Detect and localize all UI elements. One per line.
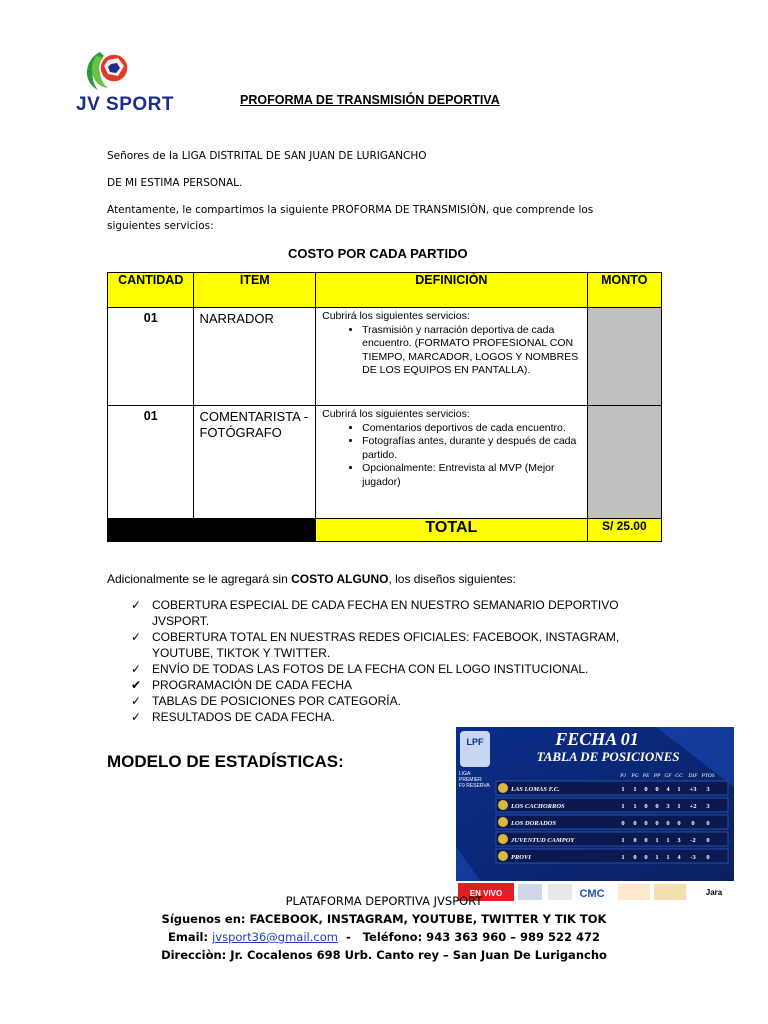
team-crest-icon (498, 834, 508, 844)
stat-value: 0 (633, 837, 637, 844)
column-header: GF (664, 773, 672, 779)
list-item: ✓ COBERTURA ESPECIAL DE CADA FECHA EN NUESTRO SEMANARIO DEPORTIVO JVSPORT. (131, 598, 619, 628)
document-title: PROFORMA DE TRANSMISIÓN DEPORTIVA (240, 93, 500, 107)
list-item: ✓ COBERTURA TOTAL EN NUESTRAS REDES OFICIALES: FACEBOOK, INSTAGRAM, YOUTUBE, TIKTOK Y TWITTER. (131, 630, 620, 660)
amount-cell (587, 308, 661, 406)
column-header: PJ (620, 773, 626, 779)
sponsor-jara: Jara (705, 888, 723, 897)
stats-title: MODELO DE ESTADÍSTICAS: (107, 752, 344, 771)
list-item: • Trasmisión y narración deportiva de cada encuentro. (FORMATO PROFESIONAL CON TIEMPO, MARCADOR, LOGOS Y NOMBRES DE LOS EQUIPOS EN PANTALLA). (362, 324, 580, 378)
header-cantidad: CANTIDAD (108, 273, 194, 308)
stat-value: 1 (677, 803, 681, 810)
footer (0, 892, 768, 964)
letter-intro: Atentamente, le compartimos la siguiente PROFORMA DE TRANSMISIÒN, que comprende los siguientes servicios: (107, 204, 594, 232)
checkmark-icon: ✓ (131, 598, 142, 612)
stat-value: 1 (666, 854, 670, 861)
stat-value: 1 (633, 786, 637, 793)
standings-subtitle: TABLA DE POSICIONES (536, 749, 680, 764)
team-crest-icon (498, 800, 508, 810)
definition-list (322, 324, 580, 378)
column-header: PE (642, 773, 650, 779)
league-caption: F9 RESERVA (459, 783, 490, 789)
stat-value: 0 (691, 820, 695, 827)
blank-cell (108, 519, 194, 542)
stat-value: -3 (690, 854, 696, 861)
column-header: PTOS (701, 773, 715, 779)
league-badge-text: LPF (466, 737, 484, 747)
stat-value: 1 (621, 803, 625, 810)
column-header: DIF (688, 773, 698, 779)
total-amount: S/ 25.00 (587, 519, 661, 542)
checkmark-icon: ✓ (131, 662, 142, 676)
email-link[interactable]: jvsport36@gmail.com (212, 930, 338, 944)
separator: - (337, 930, 363, 944)
league-caption: PREMIER (459, 777, 482, 783)
stat-value: +2 (689, 803, 697, 810)
stat-value: 3 (677, 837, 681, 844)
team-name: LAS LOMAS F.C. (511, 786, 560, 793)
quote-table (107, 272, 662, 542)
letter-recipient: Señores de la LIGA DISTRITAL DE SAN JUAN DE LURIGANCHO (107, 150, 427, 162)
stat-value: 0 (677, 820, 681, 827)
team-crest-icon (498, 783, 508, 793)
checkmark-icon: ✓ (131, 630, 142, 644)
stat-value: 1 (621, 786, 625, 793)
team-rows (496, 781, 728, 863)
blank-cell (194, 519, 316, 542)
list-item: • Fotografías antes, durante y después de cada partido. (362, 435, 580, 462)
definition-intro: Cubrirá los siguientes servicios: (322, 310, 470, 322)
item-cell: NARRADOR (194, 308, 316, 406)
stat-value: 1 (655, 854, 659, 861)
checkmark-icon: ✔ (131, 678, 142, 692)
team-name: LOS DORADOS (511, 820, 556, 827)
total-label: TOTAL (316, 519, 587, 542)
stat-value: +3 (689, 786, 697, 793)
sponsor-cmc: CMC (579, 888, 605, 900)
header-definicion: DEFINICIÓN (316, 273, 587, 308)
stat-value: 0 (633, 820, 637, 827)
checkmark-icon: ✓ (131, 694, 142, 708)
cost-title: COSTO POR CADA PARTIDO (288, 246, 468, 261)
stat-value: 4 (677, 854, 681, 861)
live-badge-text: EN VIVO (469, 889, 503, 898)
intro-text-end: , los diseños siguientes: (388, 572, 516, 586)
logo-text: JV SPORT (76, 94, 174, 115)
intro-text: Adicionalmente se le agregará sin (107, 572, 292, 586)
stat-value: 0 (644, 820, 648, 827)
stat-value: 1 (621, 837, 625, 844)
stat-value: 0 (655, 803, 659, 810)
total-row (108, 519, 662, 542)
checkmark-icon: ✓ (131, 710, 142, 724)
stat-value: 3 (666, 803, 670, 810)
list-item: • Comentarios deportivos de cada encuentro. (362, 422, 580, 436)
definition-list (322, 422, 580, 490)
stat-value: 3 (706, 803, 710, 810)
list-item: ✓ TABLAS DE POSICIONES POR CATEGORÍA. (131, 694, 401, 708)
item-cell: COMENTARISTA - FOTÓGRAFO (194, 406, 316, 519)
additional-list (131, 597, 661, 725)
stat-value: 0 (644, 786, 648, 793)
stat-value: 0 (621, 820, 625, 827)
stat-value: 0 (706, 820, 710, 827)
team-name: LOS CACHORROS (511, 803, 565, 810)
footer-contact (0, 928, 768, 946)
amount-cell (587, 406, 661, 519)
stat-value: 0 (644, 803, 648, 810)
list-item: ✔ PROGRAMACIÓN DE CADA FECHA (131, 678, 353, 692)
column-header: GC (675, 773, 683, 779)
list-item: ✓ RESULTADOS DE CADA FECHA. (131, 710, 335, 724)
qty-cell: 01 (108, 308, 194, 406)
stat-value: 1 (633, 803, 637, 810)
intro-bold: COSTO ALGUNO (291, 572, 389, 586)
list-item: ✓ ENVÍO DE TODAS LAS FOTOS DE LA FECHA CON EL LOGO INSTITUCIONAL. (131, 662, 589, 676)
stat-value: -2 (690, 837, 696, 844)
stat-value: 1 (621, 854, 625, 861)
stat-value: 1 (666, 837, 670, 844)
letter-regards: DE MI ESTIMA PERSONAL. (107, 177, 243, 189)
team-crest-icon (498, 817, 508, 827)
list-item: • Opcionalmente: Entrevista al MVP (Mejor jugador) (362, 462, 580, 489)
team-crest-icon (498, 851, 508, 861)
table-row (108, 406, 662, 519)
stat-value: 0 (706, 854, 710, 861)
column-header: PG (631, 773, 639, 779)
additional-intro (107, 572, 516, 586)
footer-address: Direcciòn: Jr. Cocalenos 698 Urb. Canto rey – San Juan De Lurigancho (161, 948, 607, 962)
header-item: ITEM (194, 273, 316, 308)
header-monto: MONTO (587, 273, 661, 308)
email-label: Email: (167, 930, 213, 944)
stat-value: 0 (655, 786, 659, 793)
stat-value: 0 (644, 854, 648, 861)
phone: Teléfono: 943 363 960 – 989 522 472 (362, 930, 600, 944)
stat-value: 0 (666, 820, 670, 827)
stat-value: 1 (655, 837, 659, 844)
stat-value: 1 (677, 786, 681, 793)
stat-value: 0 (644, 837, 648, 844)
fecha-title: FECHA 01 (555, 729, 639, 749)
stat-value: 3 (706, 786, 710, 793)
definition-intro: Cubrirá los siguientes servicios: (322, 408, 470, 420)
definition-cell (316, 308, 587, 406)
column-header: PP (653, 773, 661, 779)
table-header-row (108, 273, 662, 308)
stat-value: 0 (655, 820, 659, 827)
table-row (108, 308, 662, 406)
footer-platform: PLATAFORMA DEPORTIVA JVSPORT (285, 894, 483, 908)
standings-image (456, 727, 734, 903)
stat-value: 0 (633, 854, 637, 861)
stat-value: 4 (666, 786, 670, 793)
qty-cell: 01 (108, 406, 194, 519)
league-caption: LIGA (459, 771, 471, 777)
definition-cell (316, 406, 587, 519)
team-name: JUVENTUD CAMPOY (511, 837, 575, 844)
footer-follow: Síguenos en: FACEBOOK, INSTAGRAM, YOUTUBE, TWITTER Y TIK TOK (161, 912, 607, 926)
stat-value: 0 (706, 837, 710, 844)
team-name: PROVI (511, 854, 531, 861)
